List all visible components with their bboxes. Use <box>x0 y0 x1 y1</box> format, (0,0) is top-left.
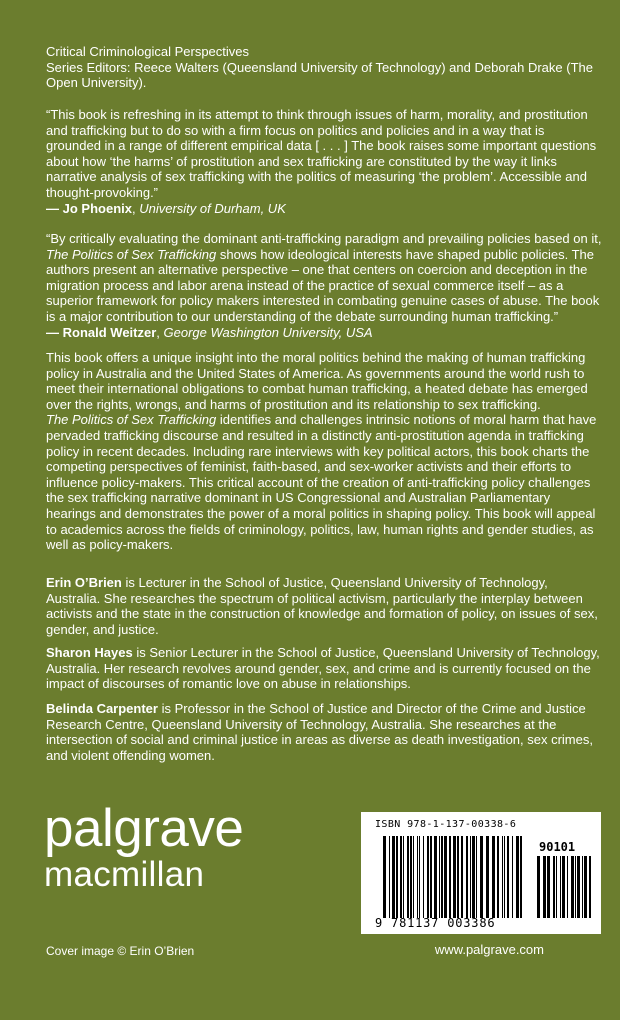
bio-text: is Lecturer in the School of Justice, Queensland University of Technology, Australia. She researches the spectrum of political activism, particularly the interplay between activists and the state in the construction of knowledge and formation of policy, on issues of sex, gender, and justice. <box>46 575 598 637</box>
quote-text-before: “By critically evaluating the dominant anti-trafficking paradigm and prevailing policies based on it, <box>46 231 602 246</box>
bio-text: is Senior Lecturer in the School of Justice, Queensland University of Technology, Australia. Her research revolves around gender, sex, and crime and is currently focused on the impact of discourses of romantic love on abuse in relationships. <box>46 645 600 692</box>
series-name: Critical Criminological Perspectives <box>46 44 250 59</box>
series-info <box>46 44 602 91</box>
quote-author: Ronald Weitzer <box>62 324 157 340</box>
logo-line-macmillan: macmillan <box>44 855 205 894</box>
quote-text-after: shows how ideological interests have shaped public policies. The authors present an alternative perspective – one that centers on coercion and deception in the migration process and labor arena instead of the practice of sexual commerce itself – as a superior framework for policy makers interested in combating genuine cases of abuse. The book is a major contribution to our understanding of the debate surrounding human trafficking.” <box>46 246 600 324</box>
book-title: The Politics of Sex Trafficking <box>46 246 217 262</box>
barcode-bars-addon <box>537 856 591 918</box>
bio-text: is Professor in the School of Justice and Director of the Crime and Justice Research Centre, Queensland University of Technology, Australia. She researches at the intersection of social and criminal justice in areas as diverse as death investigation, sex crimes, and violent offending women. <box>46 701 593 763</box>
endorsement-quote <box>46 231 602 340</box>
book-title: The Politics of Sex Trafficking <box>46 412 217 428</box>
publisher-website: www.palgrave.com <box>434 942 544 957</box>
barcode <box>361 812 601 934</box>
description-para-1: This book offers a unique insight into the moral politics behind the making of human trafficking policy in Australia and the United States of America. As governments around the world rush to meet their international obligations to combat human trafficking, a heated debate has emerged over the rights, wrongs, and harms of prostitution and its relationship to sex trafficking. <box>46 350 588 412</box>
author-name: Sharon Hayes <box>46 645 133 660</box>
book-description <box>46 350 602 553</box>
attribution-dash: — <box>46 200 63 216</box>
author-bio <box>46 645 602 692</box>
quote-author: Jo Phoenix <box>62 200 132 216</box>
author-bio <box>46 575 602 637</box>
author-name: Erin O’Brien <box>46 575 122 590</box>
isbn-label: ISBN 978-1-137-00338-6 <box>375 819 517 830</box>
author-name: Belinda Carpenter <box>46 701 158 716</box>
quote-affiliation: University of Durham, UK <box>139 200 286 216</box>
logo-line-palgrave: palgrave <box>44 799 244 858</box>
cover-image-credit: Cover image © Erin O’Brien <box>46 944 195 958</box>
quote-text <box>46 231 602 325</box>
publisher-logo <box>44 799 284 894</box>
quote-affiliation: George Washington University, USA <box>163 324 373 340</box>
barcode-bars-main <box>383 836 523 918</box>
description-para-2-text: identifies and challenges intrinsic notions of moral harm that have pervaded trafficking discourse and resulted in a distinctly anti-prostitution agenda in trafficking policy in recent decades. Including rare interviews with key political actors, this book charts the competing perspectives of feminist, faith-based, and sex-worker activists and their efforts to influence policy-makers. This critical account of the creation of anti-trafficking policy challenges the sex trafficking narrative dominant in US Congressional and Australian Parliamentary hearings and demonstrates the power of a moral politics in shaping policy. This book will appeal to academics across the fields of criminology, politics, law, human rights and gender studies, as well as policy-makers. <box>46 412 597 553</box>
author-bio <box>46 701 602 763</box>
series-editors: Series Editors: Reece Walters (Queensland University of Technology) and Deborah Drake (The Open University). <box>46 59 593 91</box>
price-code: 90101 <box>539 840 576 854</box>
description-para-2 <box>46 412 602 552</box>
quote-attribution: — Ronald Weitzer, George Washington University, USA <box>46 324 373 340</box>
quote-text: “This book is refreshing in its attempt to think through issues of harm, morality, and prostitution and trafficking but to do so with a firm focus on politics and policies and in a way that is grounded in a range of different empirical data [ . . . ] The book raises some important questions about how ‘the harms’ of prostitution and sex trafficking are constituted by the way it links narrative analysis of sex trafficking with the politics of measuring ‘the problem’. Accessible and thought-provoking.” <box>46 107 597 200</box>
quote-attribution: — Jo Phoenix, University of Durham, UK <box>46 200 286 216</box>
attribution-dash: — <box>46 324 63 340</box>
endorsement-quote <box>46 107 602 216</box>
barcode-digits: 9 781137 003386 <box>375 916 496 930</box>
